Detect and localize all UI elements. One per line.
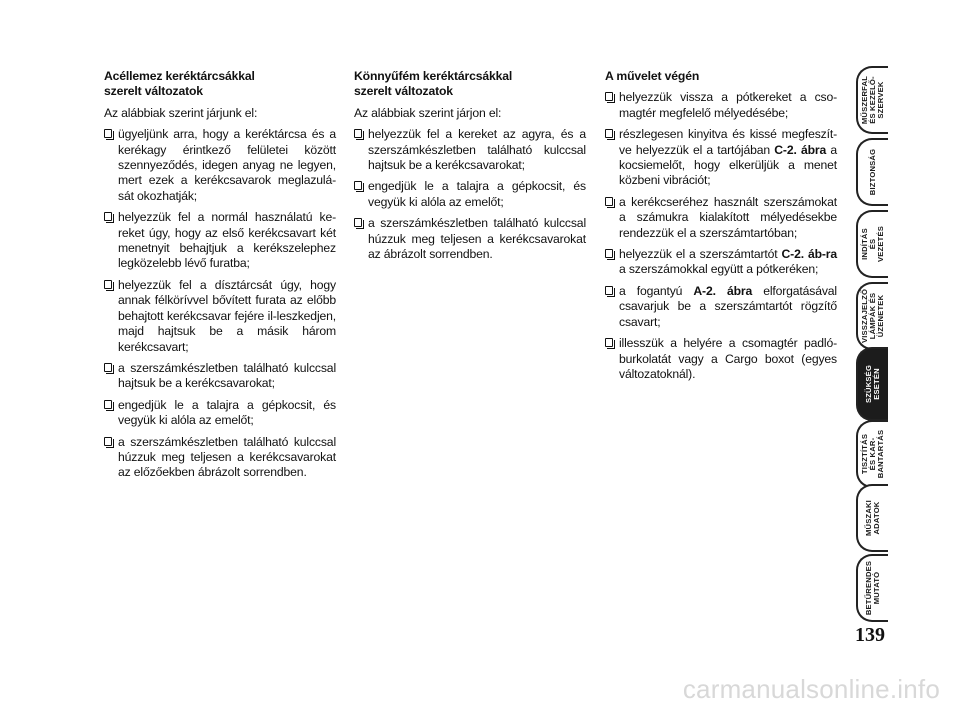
- figure-reference: C-2. áb-ra: [781, 247, 838, 262]
- checkbox-bullet-icon: [354, 181, 362, 190]
- watermark: carmanualsonline.info: [682, 674, 940, 704]
- figure-reference: A-2. ábra: [693, 283, 753, 298]
- checkbox-bullet-icon: [605, 338, 613, 347]
- checkbox-bullet-icon: [104, 280, 112, 289]
- list-item: helyezzük vissza a pótkereket a cso-magtér megfelelő mélyedésébe;: [605, 90, 837, 121]
- tab-label: MŰSZAKI ADATOK: [864, 500, 881, 536]
- list-item: ügyeljünk arra, hogy a keréktárcsa és a kerékagy érintkező felületei között szennyeződés, idegen anyag ne legyen, mert ezek a kerékcsavarok meglazulá-sát okozhatják;: [104, 127, 336, 204]
- tab-label: BIZTONSÁG: [868, 148, 878, 196]
- checkbox-bullet-icon: [354, 129, 362, 138]
- tab-label: SZÜKSÉG ESETÉN: [864, 364, 882, 404]
- tab-label: TISZTÍTÁS ÉS KAR- BANTARTÁS: [860, 429, 886, 479]
- checkbox-bullet-icon: [605, 197, 613, 206]
- column-alloy-wheels: [354, 69, 586, 268]
- page-number: 139: [855, 624, 885, 646]
- tab-starting-driving[interactable]: [856, 210, 888, 278]
- list-item: a szerszámkészletben található kulccsal húzzuk meg teljesen a kerékcsavarokat az ábrázolt sorrendben.: [354, 216, 586, 262]
- checkbox-bullet-icon: [605, 249, 613, 258]
- checkbox-bullet-icon: [354, 218, 362, 227]
- section-heading: Könnyűfém keréktárcsákkal szerelt változatok: [354, 69, 513, 99]
- checkbox-bullet-icon: [605, 286, 613, 295]
- column-steel-wheels: [104, 69, 336, 487]
- list-item: a szerszámkészletben található kulccsal hajtsuk be a kerékcsavarokat;: [104, 361, 336, 392]
- section-heading: Acéllemez keréktárcsákkal szerelt változatok: [104, 69, 255, 99]
- list-item: a szerszámkészletben található kulccsal húzzuk meg teljesen a kerékcsavarokat az előzőekben ábrázolt sorrendben.: [104, 435, 336, 481]
- list-item: helyezzük el a szerszámtartót C-2. áb-ra a szerszámokkal együtt a pótkeréken;: [605, 247, 837, 278]
- checkbox-bullet-icon: [104, 129, 112, 138]
- tab-technical-data[interactable]: [856, 484, 888, 552]
- tab-index[interactable]: [856, 554, 888, 622]
- tab-dashboard-controls[interactable]: [856, 66, 888, 134]
- list-item: a fogantyú A-2. ábra elforgatásával csavarjuk be a szerszámtartót rögzítő csavart;: [605, 284, 837, 330]
- checkbox-bullet-icon: [104, 363, 112, 372]
- figure-reference: C-2. ábra: [774, 142, 827, 157]
- tab-emergency[interactable]: [856, 347, 888, 421]
- section-intro: Az alábbiak szerint járjon el:: [354, 105, 502, 120]
- tab-safety[interactable]: [856, 138, 888, 206]
- list-item: illesszük a helyére a csomagtér padló-burkolatát vagy a Cargo boxot (egyes változatoknál).: [605, 336, 837, 382]
- list-item: engedjük le a talajra a gépkocsit, és vegyük ki alóla az emelőt;: [354, 179, 586, 210]
- section-intro: Az alábbiak szerint járjunk el:: [104, 105, 258, 120]
- checkbox-bullet-icon: [104, 437, 112, 446]
- list-item: a kerékcseréhez használt szerszámokat a számukra kialakított mélyedésekbe rendezzük el a szerszámtartóban;: [605, 195, 837, 241]
- tab-warning-lights[interactable]: [856, 282, 888, 350]
- checkbox-bullet-icon: [605, 92, 613, 101]
- list-item: engedjük le a talajra a gépkocsit, és vegyük ki alóla az emelőt;: [104, 398, 336, 429]
- checkbox-bullet-icon: [104, 212, 112, 221]
- list-item: részlegesen kinyitva és kissé megfeszít-ve helyezzük el a tartójában C-2. ábra a kocsiemelőt, hogy elkerüljük a menet közbeni vibrációt;: [605, 127, 837, 189]
- tab-cleaning-maintenance[interactable]: [856, 420, 888, 488]
- list-item: helyezzük fel a kereket az agyra, és a szerszámkészletben található kulccsal hajtsuk be a kerékcsavarokat;: [354, 127, 586, 173]
- tab-label: MŰSZERFAL ÉS KEZELŐ- SZERVEK: [860, 75, 885, 125]
- checkbox-bullet-icon: [104, 400, 112, 409]
- tab-label: VISSZAJELZŐ LÁMPÁK ÉS ÜZENETEK: [860, 288, 886, 344]
- tab-label: BETŰRENDES MUTATÓ: [864, 560, 882, 616]
- checkbox-bullet-icon: [605, 129, 613, 138]
- tab-label: INDÍTÁS ÉS VEZETÉS: [860, 225, 885, 262]
- list-item: helyezzük fel a normál használatú ke-reket úgy, hogy az első kerékcsavart két menetnyit behajtjuk a kerékszelephez legközelebb lévő furatba;: [104, 210, 336, 272]
- section-heading: A művelet végén: [605, 69, 700, 83]
- list-item: helyezzük fel a dísztárcsát úgy, hogy annak félkörívvel bővített furata az előbb behajtott kerékcsavar fejére il-leszkedjen, majd hajtsuk be a másik három kerékcsavart;: [104, 278, 336, 355]
- column-after-operation: [605, 69, 837, 388]
